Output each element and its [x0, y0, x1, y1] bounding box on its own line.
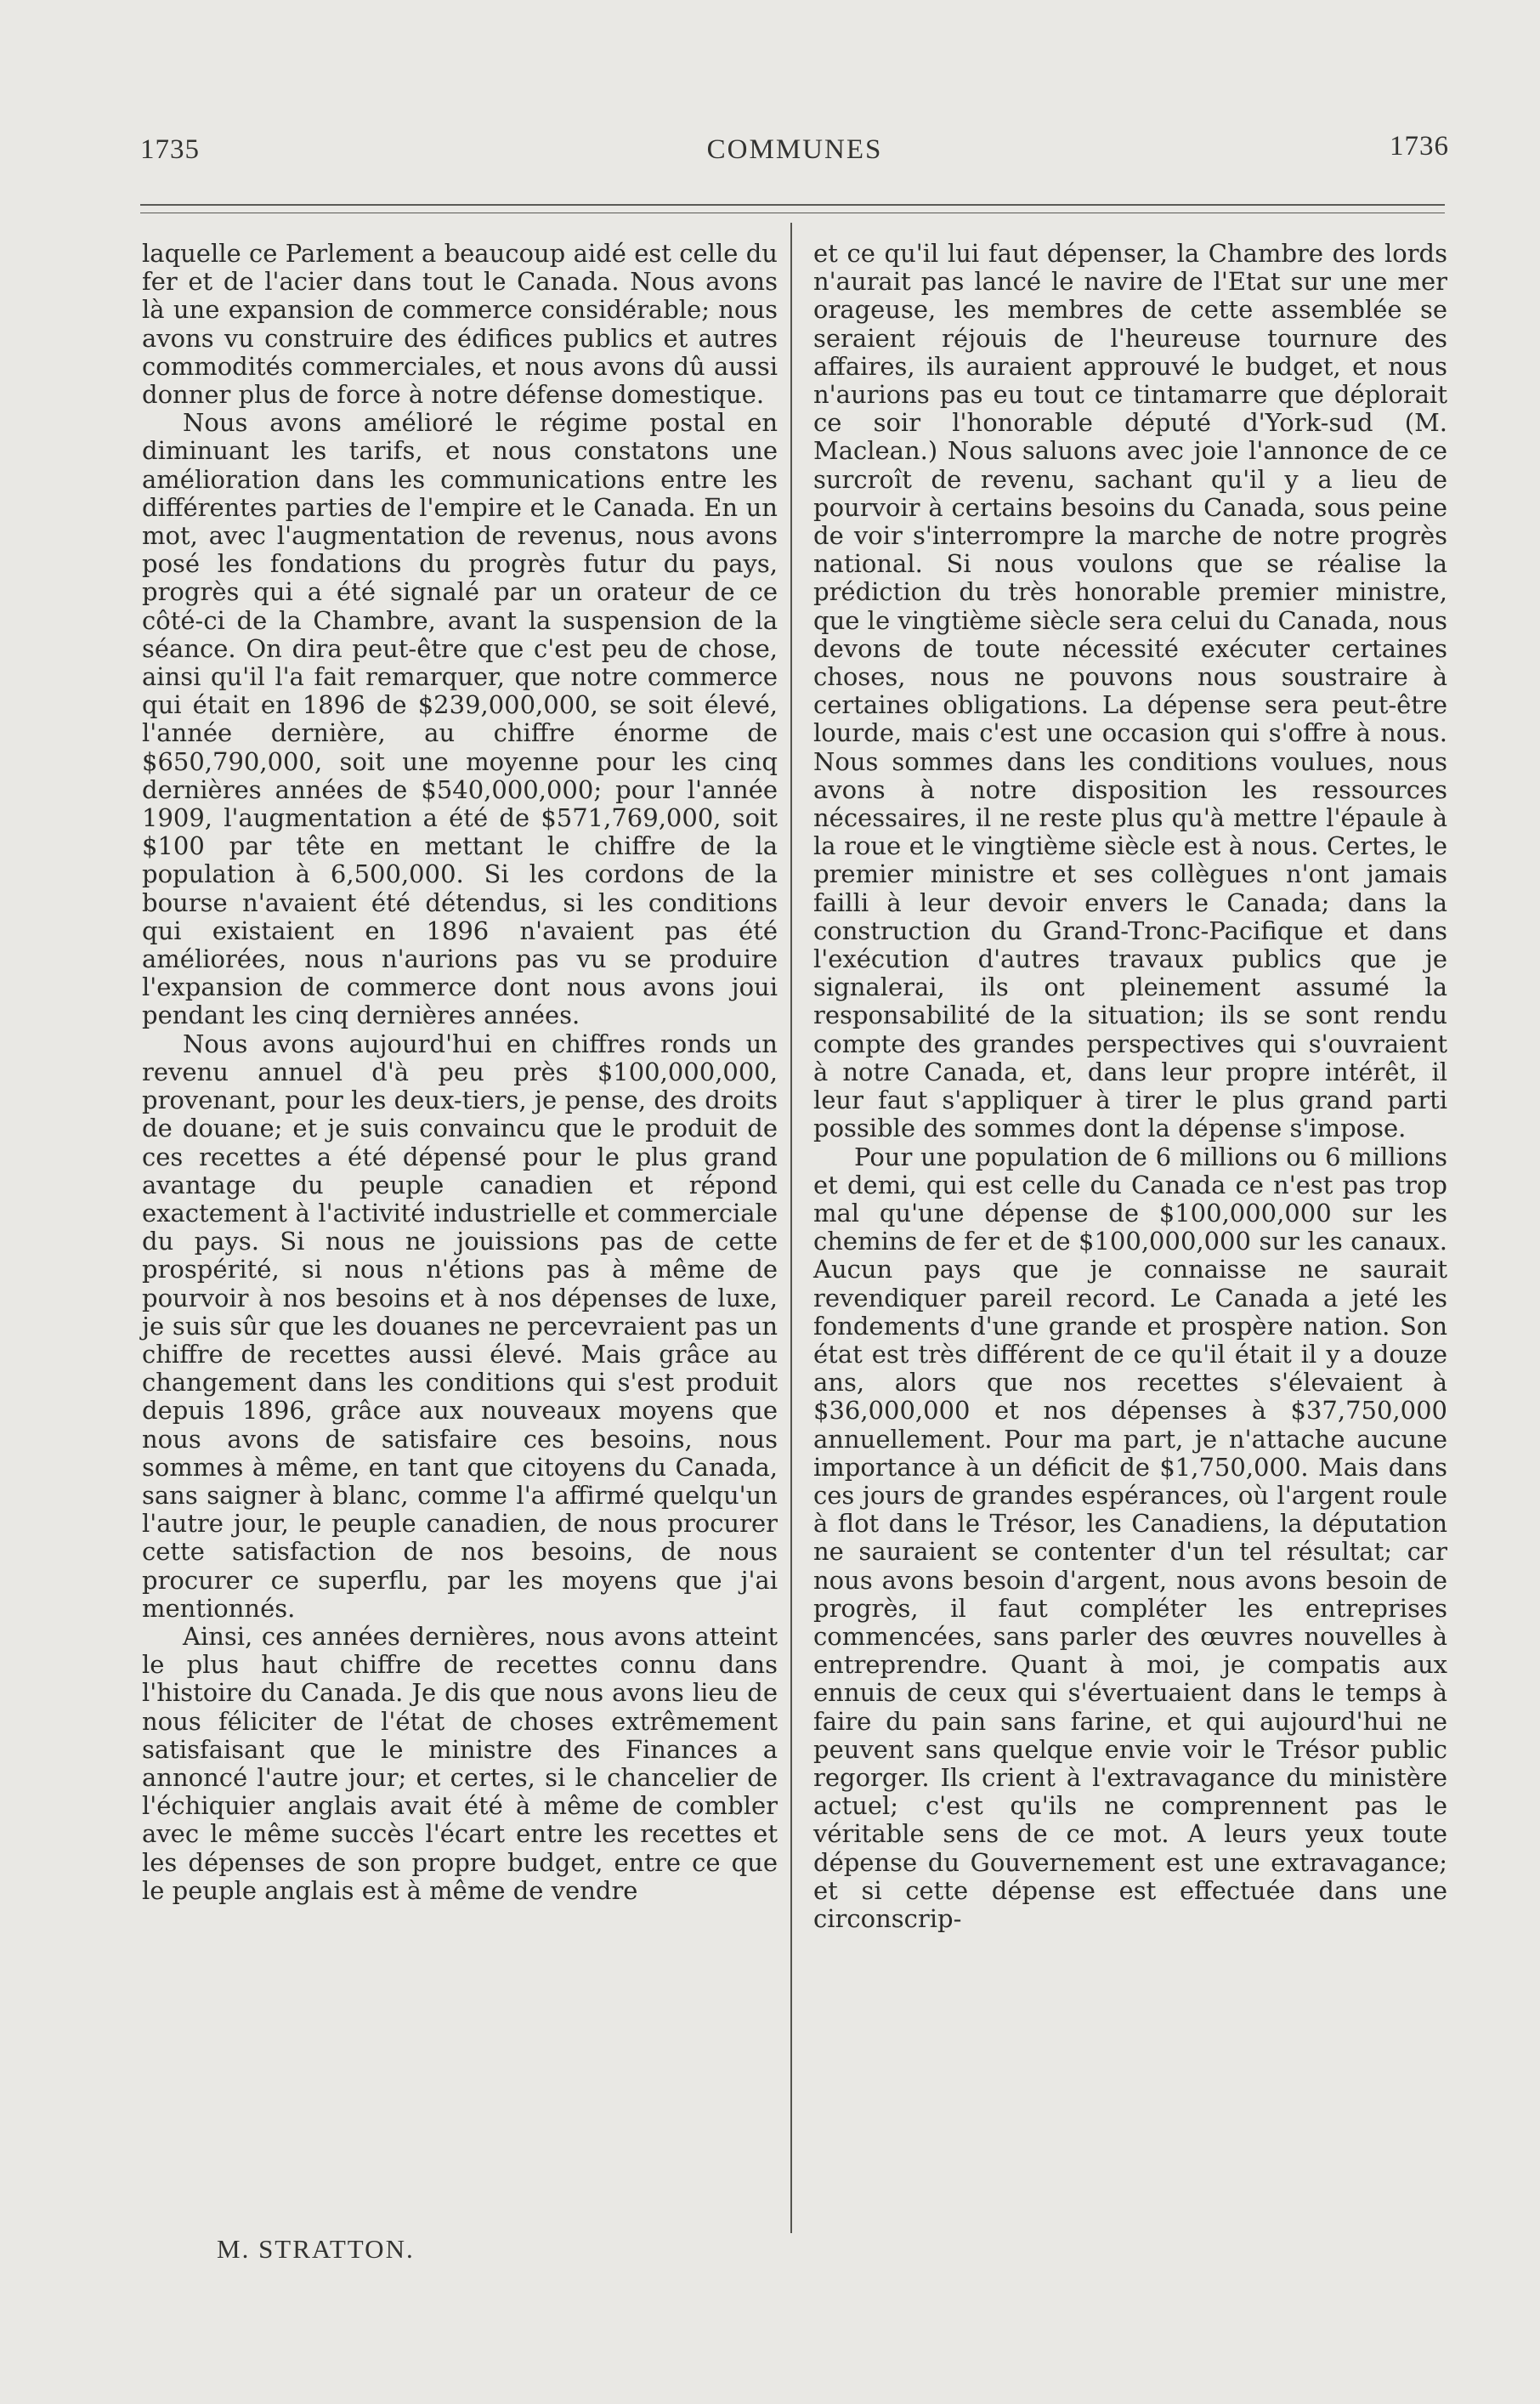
header-rule-thick [140, 204, 1445, 206]
right-page-number: 1736 [1390, 131, 1449, 162]
right-paragraph-1: et ce qu'il lui faut dépenser, la Chambre des lords n'aurait pas lancé le navire de l'Etat sur une mer orageuse, les membres de cette assemblée se seraient réjouis de l'heureuse tournure des affaires, ils auraient approuvé le budget, et nous n'aurions pas eu tout ce tintamarre que déplorait ce soir l'honorable député d'York-sud (M. Maclean.) Nous saluons avec joie l'annonce de ce surcroît de revenu, sachant qu'il y a lieu de pourvoir à certains besoins du Canada, sous peine de voir s'interrompre la marche de notre progrès national. Si nous voulons que se réalise la prédiction du très honorable premier ministre, que le vingtième siècle sera celui du Canada, nous devons de toute nécessité exécuter certaines choses, nous ne pouvons nous soustraire à certaines obligations. La dépense sera peut-être lourde, mais c'est une occasion qui s'offre à nous. Nous sommes dans les conditions voulues, nous avons à notre disposition les ressources nécessaires, il ne reste plus qu'à mettre l'épaule à la roue et le vingtième siècle est à nous. Certes, le premier ministre et ses collègues n'ont jamais failli à leur devoir envers le Canada; dans la construction du Grand-Tronc-Pacifique et dans l'exécution d'autres travaux publics que je signalerai, ils ont pleinement assumé la responsabilité de la situation; ils se sont rendu compte des grandes perspectives qui s'ouvraient à notre Canada, et, dans leur propre intérêt, il leur faut s'appliquer à tirer le plus grand parti possible des sommes dont la dépense s'impose. [813, 239, 1447, 1143]
left-column [142, 240, 778, 1905]
left-paragraph-3: Nous avons aujourd'hui en chiffres ronds un revenu annuel d'à peu près $100,000,000, provenant, pour les deux-tiers, je pense, des droits de douane; et je suis convaincu que le produit de ces recettes a été dépensé pour le plus grand avantage du peuple canadien et répond exactement à l'activité industrielle et commerciale du pays. Si nous ne jouissions pas de cette prospérité, si nous n'étions pas à même de pourvoir à nos besoins et à nos dépenses de luxe, je suis sûr que les douanes ne percevraient pas un chiffre de recettes aussi élevé. Mais grâce au changement dans les conditions qui s'est produit depuis 1896, grâce aux nouveaux moyens que nous avons de satisfaire ces besoins, nous sommes à même, en tant que citoyens du Canada, sans saigner à blanc, comme l'a affirmé quelqu'un l'autre jour, le peuple canadien, de nous procurer cette satisfaction de nos besoins, de nous procurer ce superflu, par les moyens que j'ai mentionnés. [142, 1029, 778, 1623]
left-paragraph-4: Ainsi, ces années dernières, nous avons atteint le plus haut chiffre de recettes connu dans l'histoire du Canada. Je dis que nous avons lieu de nous féliciter de l'état de choses extrêmement satisfaisant que le ministre des Finances a annoncé l'autre jour; et certes, si le chancelier de l'échiquier anglais avait été à même de combler avec le même succès l'écart entre les recettes et les dépenses de son propre budget, entre ce que le peuple anglais est à même de vendre [142, 1621, 778, 1905]
column-divider [790, 223, 792, 2233]
running-title: COMMUNES [706, 134, 883, 165]
speaker-footer: M. STRATTON. [217, 2234, 415, 2264]
left-page-number: 1735 [140, 134, 200, 165]
right-paragraph-2: Pour une population de 6 millions ou 6 millions et demi, qui est celle du Canada ce n'est pas trop mal qu'une dépense de $100,000,000 sur les chemins de fer et de $100,000,000 sur les canaux. Aucun pays que je connaisse ne saurait revendiquer pareil record. Le Canada a jeté les fondements d'une grande et prospère nation. Son état est très différent de ce qu'il était il y a douze ans, alors que nos recettes s'élevaient à $36,000,000 et nos dépenses à $37,750,000 annuellement. Pour ma part, je n'attache aucune importance à un déficit de $1,750,000. Mais dans ces jours de grandes espérances, où l'argent roule à flot dans le Trésor, les Canadiens, la députation ne sauraient se contenter d'un tel résultat; car nous avons besoin d'argent, nous avons besoin de progrès, il faut compléter les entreprises commencées, sans parler des œuvres nouvelles à entreprendre. Quant à moi, je compatis aux ennuis de ceux qui s'évertuaient dans le temps à faire du pain sans farine, et qui aujourd'hui ne peuvent sans quelque envie voir le Trésor public regorger. Ils crient à l'extravagance du ministère actuel; c'est qu'ils ne comprennent pas le véritable sens de ce mot. A leurs yeux toute dépense du Gouvernement est une extravagance; et si cette dépense est effectuée dans une circonscrip- [813, 1142, 1447, 1933]
left-paragraph-1: laquelle ce Parlement a beaucoup aidé est celle du fer et de l'acier dans tout le Canada. Nous avons là une expansion de commerce considérable; nous avons vu construire des édifices publics et autres commodités commerciales, et nous avons dû aussi donner plus de force à notre défense domestique. [142, 239, 778, 410]
right-column [813, 240, 1447, 1933]
left-paragraph-2: Nous avons amélioré le régime postal en diminuant les tarifs, et nous constatons une amélioration dans les communications entre les différentes parties de l'empire et le Canada. En un mot, avec l'augmentation de revenus, nous avons posé les fondations du progrès futur du pays, progrès qui a été signalé par un orateur de ce côté-ci de la Chambre, avant la suspension de la séance. On dira peut-être que c'est peu de chose, ainsi qu'il l'a fait remarquer, que notre commerce qui était en 1896 de $239,000,000, se soit élevé, l'année dernière, au chiffre énorme de $650,790,000, soit une moyenne pour les cinq dernières années de $540,000,000; pour l'année 1909, l'augmentation a été de $571,769,000, soit $100 par tête en mettant le chiffre de la population à 6,500,000. Si les cordons de la bourse n'avaient été détendus, si les conditions qui existaient en 1896 n'avaient pas été améliorées, nous n'aurions pas vu se produire l'expansion de commerce dont nous avons joui pendant les cinq dernières années. [142, 408, 778, 1030]
page-header [140, 128, 1449, 170]
